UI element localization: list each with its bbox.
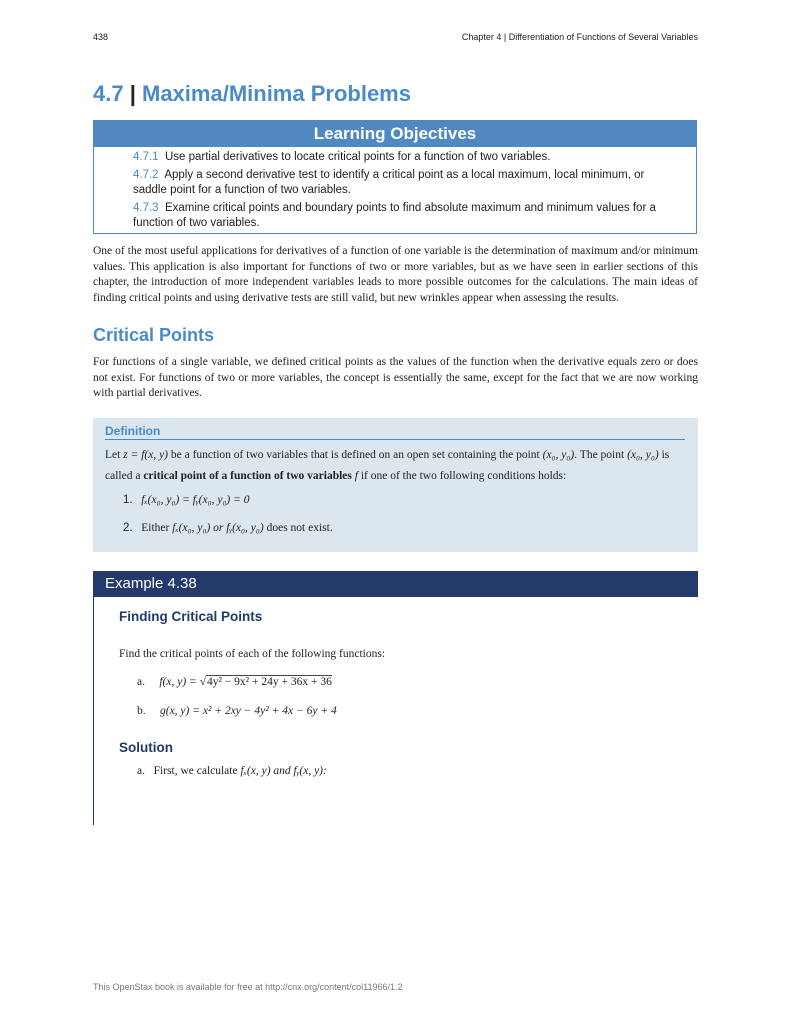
example-item-b (137, 705, 337, 717)
item-label: a. (137, 676, 145, 688)
example-prompt: Find the critical points of each of the following functions: (119, 648, 386, 660)
definition-heading: Definition (105, 424, 685, 440)
definition-text (105, 445, 690, 487)
condition-number: 2. (123, 522, 133, 534)
section-name: Maxima/Minima Problems (142, 81, 411, 106)
objective-item (133, 168, 663, 198)
math: f (351, 470, 361, 482)
text: . The point (574, 449, 628, 461)
math: (x₀, y₀) (627, 449, 659, 461)
objective-text: Examine critical points and boundary points to find absolute maximum and minimum values for a function of two variables. (133, 202, 656, 229)
text: be a function of two variables that is defined on an open set containing the point (168, 449, 543, 461)
objective-number: 4.7.1 (133, 151, 159, 163)
objective-number: 4.7.2 (133, 169, 159, 181)
objective-text: Use partial derivatives to locate critical points for a function of two variables. (164, 151, 551, 163)
item-label: a. (137, 765, 145, 777)
objective-item (133, 201, 663, 231)
math: fₓ(x, y) and fᵧ(x, y): (240, 765, 327, 777)
condition-2 (123, 522, 333, 534)
text: if one of the two following conditions holds: (360, 470, 567, 482)
math: g(x, y) = x² + 2xy − 4y² + 4x − 6y + 4 (160, 705, 337, 717)
definition-box (93, 418, 698, 552)
text: does not exist. (263, 522, 333, 534)
example-title: Finding Critical Points (119, 609, 263, 624)
section-title (93, 81, 411, 107)
title-separator: | (129, 81, 136, 106)
math: z = f(x, y) (123, 449, 169, 461)
objective-item (133, 150, 663, 165)
text: Let (105, 449, 124, 461)
example-header: Example 4.38 (93, 571, 698, 597)
math: fₓ(x₀, y₀) = fᵧ(x₀, y₀) = 0 (141, 494, 250, 506)
text: is called a (105, 449, 670, 482)
example-border (93, 597, 94, 825)
term: critical point of a function of two variables (143, 470, 352, 482)
learning-objectives-heading: Learning Objectives (94, 121, 696, 147)
example-item-a: a. f(x, y) = √4y² − 9x² + 24y + 36x + 36 (137, 676, 332, 688)
section-number: 4.7 (93, 81, 124, 106)
solution-item-a (137, 765, 327, 777)
critical-points-paragraph: For functions of a single variable, we defined critical points as the values of the function when the derivative equals zero or does not exist. For functions of two or more variables, the concept is essentially the same, except for the fact that we are now working with partial derivatives. (93, 356, 698, 399)
intro-paragraph: One of the most useful applications for derivatives of a function of one variable is the determination of maximum and/or minimum values. This application is also important for functions of two or more variables, but as we have seen in earlier sections of this chapter, the introduction of more independent variables leads to more possible outcomes for the calculations. The main ideas of finding critical points and using derivative tests are still valid, but new wrinkles appear when assessing the results. (93, 245, 698, 304)
learning-objectives-box (93, 120, 697, 234)
condition-1 (123, 494, 250, 506)
running-header: Chapter 4 | Differentiation of Functions of Several Variables (461, 32, 698, 42)
math: (x₀, y₀) (542, 449, 575, 461)
item-label: b. (137, 705, 146, 717)
text: First, we calculate (153, 765, 241, 777)
condition-number: 1. (123, 494, 133, 506)
footer: This OpenStax book is available for free at http://cnx.org/content/col11966/1.2 (93, 982, 403, 992)
text: Either (141, 522, 173, 534)
page-number: 438 (93, 32, 109, 42)
objective-number: 4.7.3 (133, 202, 159, 214)
objective-text: Apply a second derivative test to identify a critical point as a local maximum, local minimum, or saddle point for a function of two variables. (133, 169, 645, 196)
radicand: 4y² − 9x² + 24y + 36x + 36 (207, 676, 332, 688)
math: fₓ(x₀, y₀) or fᵧ(x₀, y₀) (172, 522, 264, 534)
solution-heading: Solution (119, 740, 173, 755)
critical-points-heading: Critical Points (93, 325, 215, 345)
math: f(x, y) = (159, 676, 200, 688)
